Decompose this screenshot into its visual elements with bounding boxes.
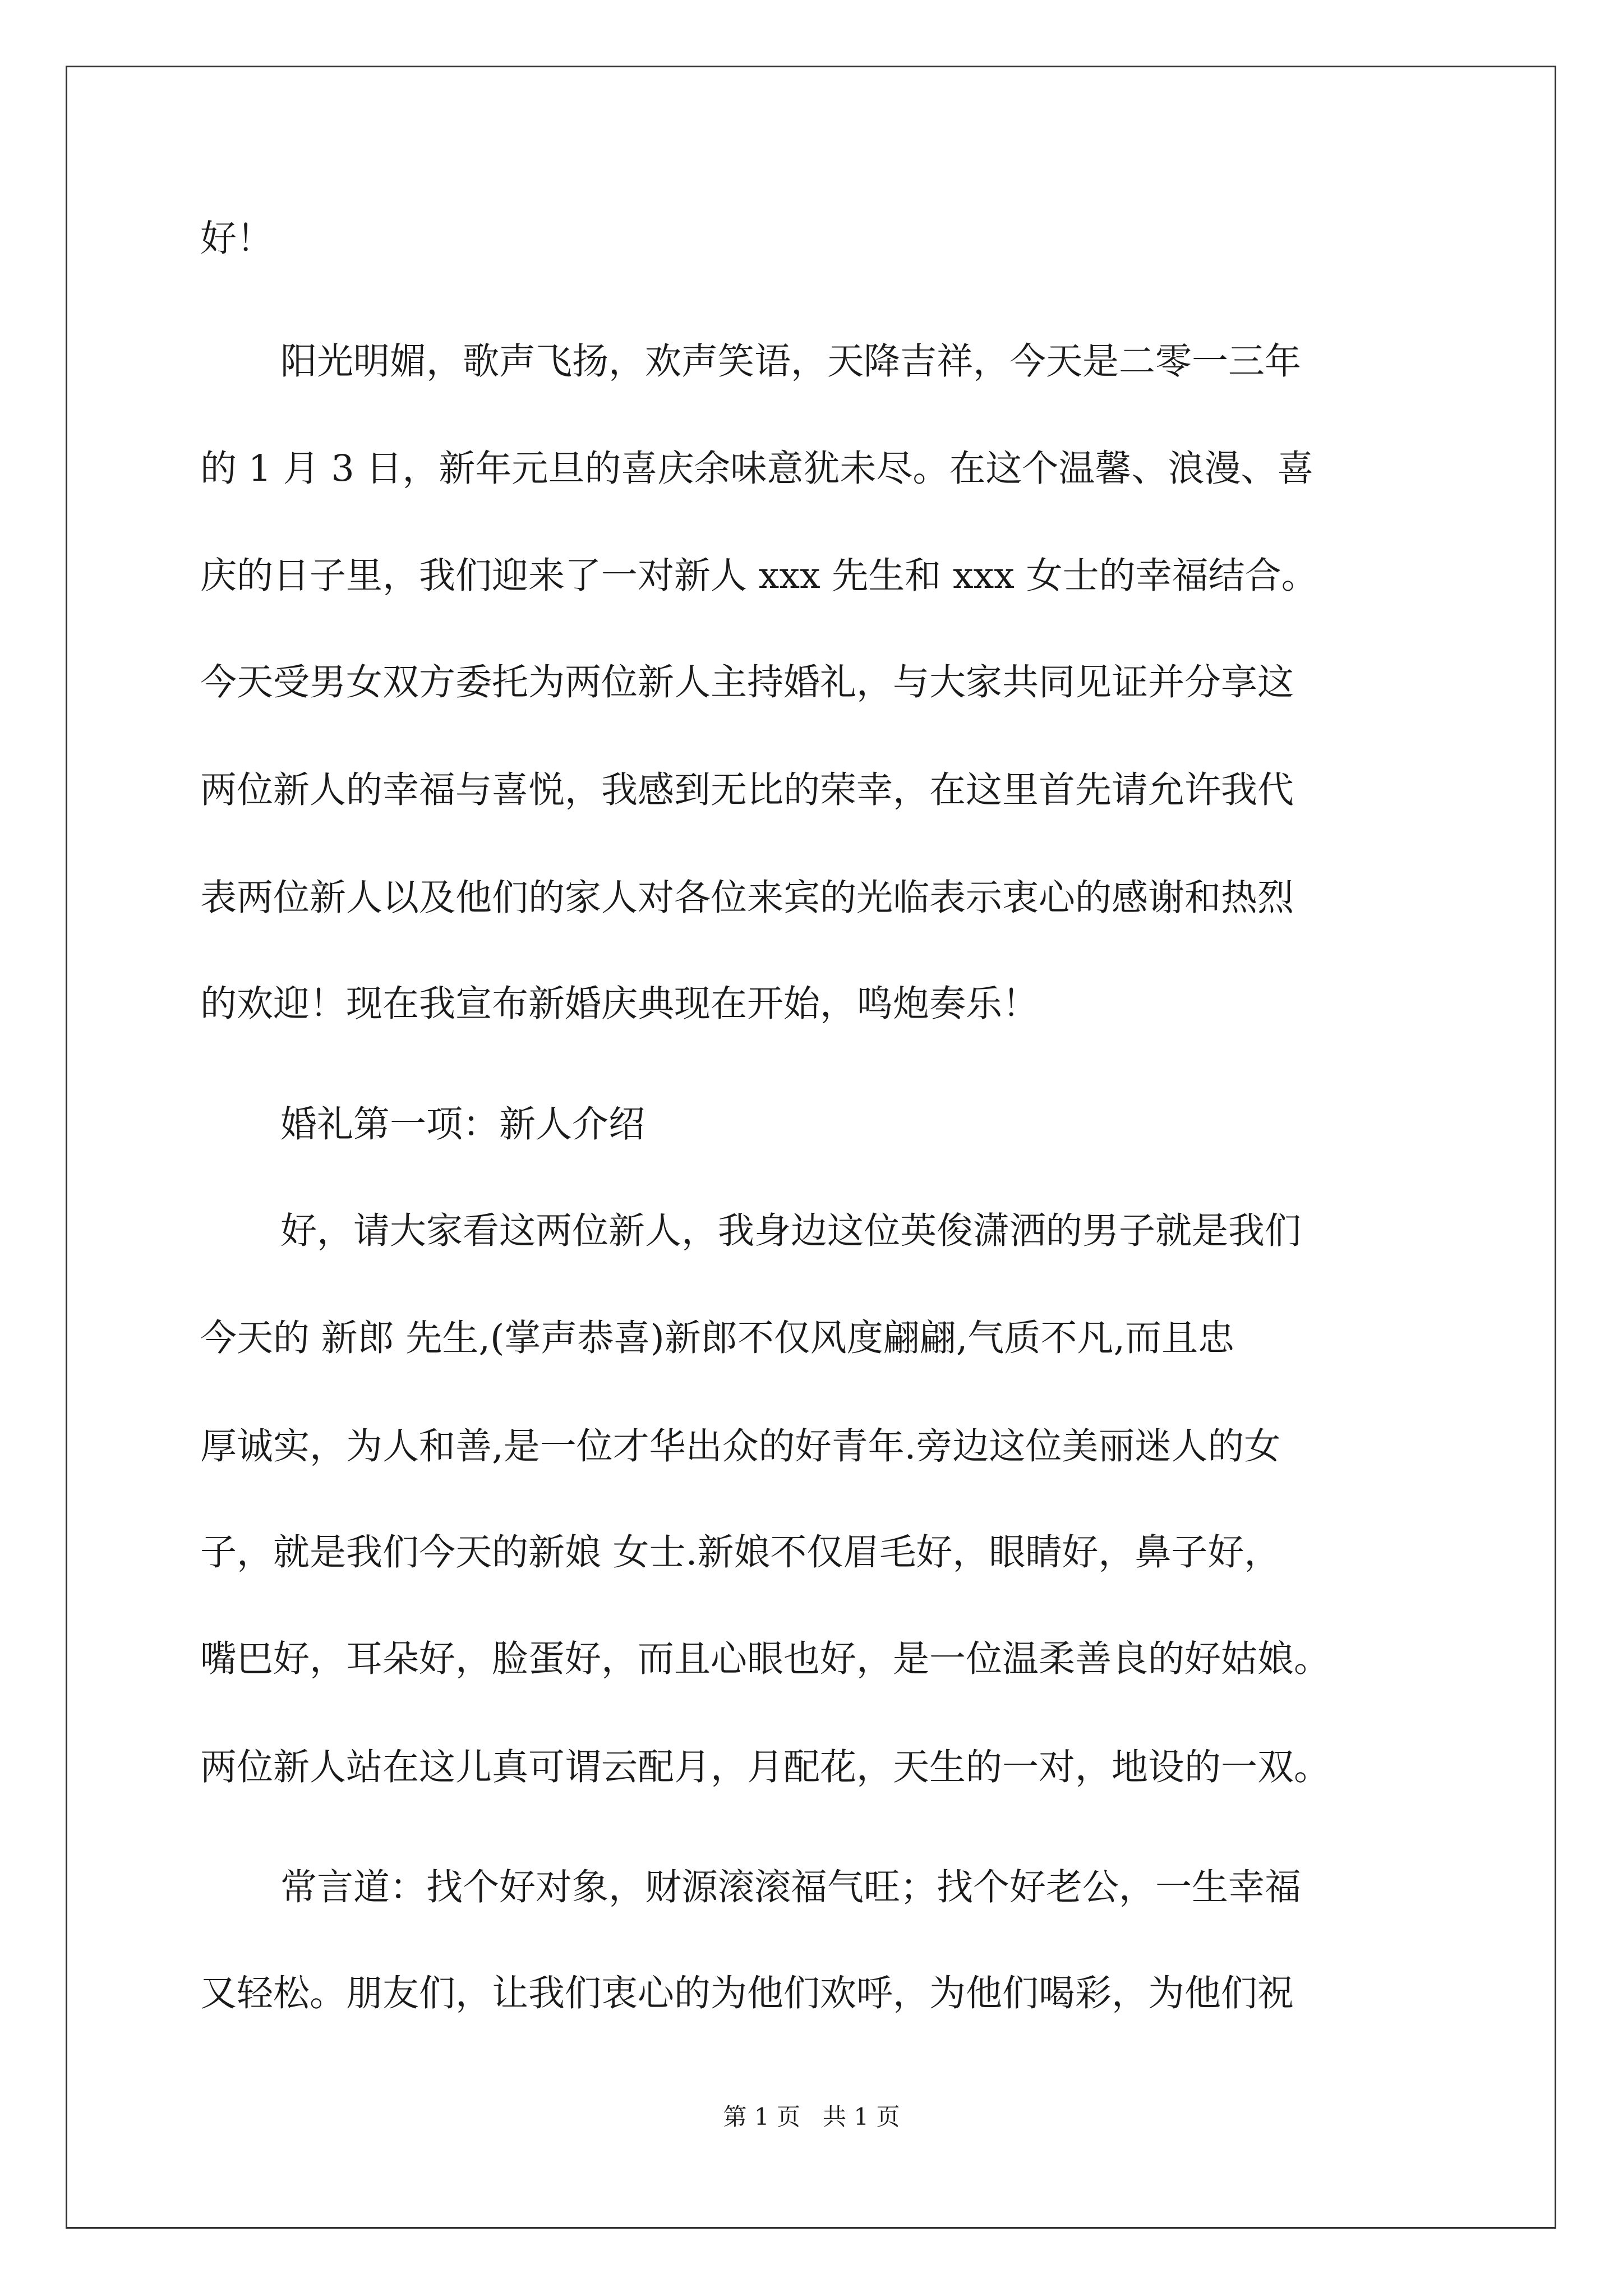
text-line: 嘴巴好，耳朵好，脸蛋好，而且心眼也好，是一位温柔善良的好姑娘。 xyxy=(200,1638,1331,1680)
paragraph-first-line: 阳光明媚，歌声飞扬，欢声笑语，天降吉祥，今天是二零一三年 xyxy=(280,341,1302,383)
text-line: 两位新人的幸福与喜悦，我感到无比的荣幸，在这里首先请允许我代 xyxy=(200,769,1294,811)
text-line: 又轻松。朋友们，让我们衷心的为他们欢呼，为他们喝彩，为他们祝 xyxy=(200,1972,1294,2014)
text-line: 两位新人站在这儿真可谓云配月，月配花，天生的一对，地设的一双。 xyxy=(200,1746,1331,1788)
section-heading: 婚礼第一项：新人介绍 xyxy=(280,1103,645,1145)
text-line: 好！ xyxy=(200,218,274,260)
text-line: 庆的日子里，我们迎来了一对新人 xxx 先生和 xxx 女士的幸福结合。 xyxy=(200,555,1318,597)
text-line: 今天的 新郎 先生,(掌声恭喜)新郎不仅风度翩翩,气质不凡,而且忠 xyxy=(200,1317,1235,1359)
text-line: 厚诚实，为人和善,是一位才华出众的好青年.旁边这位美丽迷人的女 xyxy=(200,1425,1281,1467)
text-line: 今天受男女双方委托为两位新人主持婚礼，与大家共同见证并分享这 xyxy=(200,661,1294,703)
text-line: 子，就是我们今天的新娘 女士.新娘不仅眉毛好，眼睛好，鼻子好， xyxy=(200,1531,1281,1573)
paragraph-first-line: 常言道：找个好对象，财源滚滚福气旺；找个好老公，一生幸福 xyxy=(280,1866,1302,1908)
paragraph-first-line: 好，请大家看这两位新人，我身边这位英俊潇洒的男子就是我们 xyxy=(280,1210,1302,1252)
text-line: 的 1 月 3 日，新年元旦的喜庆余味意犹未尽。在这个温馨、浪漫、喜 xyxy=(200,448,1314,490)
text-line: 表两位新人以及他们的家人对各位来宾的光临表示衷心的感谢和热烈 xyxy=(200,877,1294,919)
page-footer: 第 1 页 共 1 页 xyxy=(723,2103,900,2131)
text-line: 的欢迎！现在我宣布新婚庆典现在开始，鸣炮奏乐！ xyxy=(200,983,1039,1025)
